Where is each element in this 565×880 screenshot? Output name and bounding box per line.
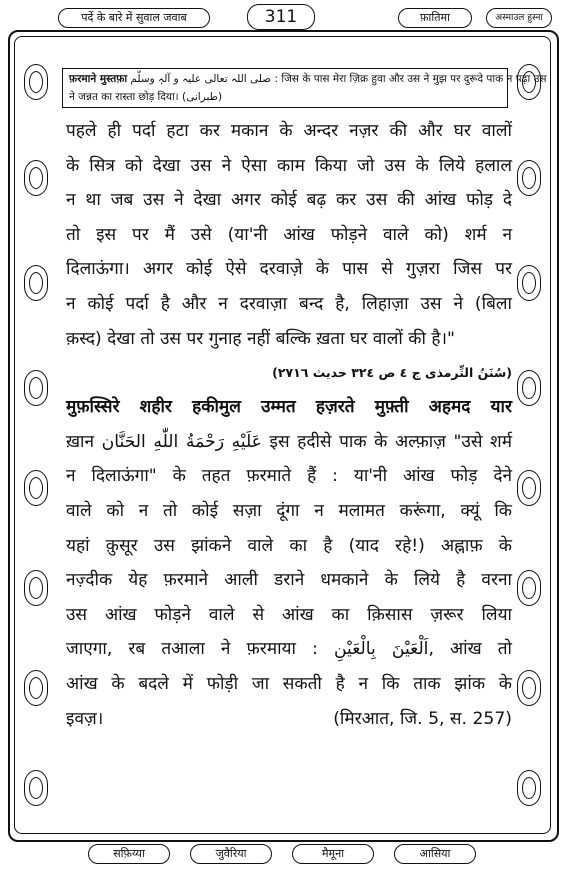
ornament-icon — [24, 265, 48, 301]
ornament-icon — [24, 64, 48, 100]
ornament-icon — [24, 770, 48, 806]
header-chapter-label: पर्दे के बारे में सुवाल जवाब — [58, 8, 210, 28]
main-text — [66, 114, 512, 736]
reference-citation: (سُنَنُ التِّرمذی ج ٤ ص ٣٢٤ حدیث ٢٧١٦) — [272, 365, 512, 381]
text-line: दिलाऊंगा। अगर कोई ऐसे दरवाज़े के पास से गुज़रा जिस पर — [66, 259, 512, 280]
ornament-icon — [24, 160, 48, 196]
ornament-icon — [517, 370, 541, 406]
ornament-icon — [24, 670, 48, 706]
text-line: के सित्र को देखा उस ने ऐसा काम किया जो उस के लिये हलाल — [66, 155, 512, 176]
footer-tab-3: मैमूना — [292, 844, 374, 864]
footer-tab-2: जुवैरिया — [190, 844, 272, 864]
text-line: ख़ान عَلَيْهِ رَحْمَةُ اللّٰهِ الحَنَّان इस हदीसे पाक के अल्फ़ाज़ "उसे शर्म — [66, 431, 513, 452]
hadith-line-2: ने जन्नत का रास्ता छोड़ दिया। (طبرانی) — [69, 91, 223, 103]
text-line: न दिलाऊंगा" के तहत फ़रमाते हैं : या'नी आंख फोड़ देने — [66, 466, 512, 487]
text-line: पहले ही पर्दा हटा कर मकान के अन्दर नज़र की और घर वालों — [66, 121, 512, 141]
ornament-icon — [517, 770, 541, 806]
text-line: न था जब उस ने देखा अगर कोई बढ़ कर उस की आंख फोड़ दे — [66, 190, 512, 211]
header-corner-label: अस्माउल हुस्ना — [486, 8, 552, 28]
ornament-icon — [517, 470, 541, 506]
hadith-line-1: صلی اللہ تعالی علیہ و آلہٖ وسلّم : जिस के पास मेरा ज़िक्र हुवा और उस ने मुझ पर दुरूदे पाक न पढ़ा उस — [130, 73, 547, 85]
text-line: वाले को न तो कोई सज़ा दूंगा न मलामत करूंगा, क्यूं कि — [66, 500, 512, 521]
ornament-icon — [24, 570, 48, 606]
hadith-title: फ़रमाने मुस्तफ़ा — [69, 73, 128, 85]
text-line: नज़्दीक येह फ़रमाने आली डराने धमकाने के लिये है वरना — [66, 570, 512, 591]
header-name-label: फ़ातिमा — [398, 8, 472, 28]
page-footer — [0, 838, 565, 880]
last-line-text: इवज़। — [66, 708, 104, 729]
reference-mirat: (मिरआत, जि. 5, स. 257) — [333, 708, 512, 729]
ornament-icon — [24, 470, 48, 506]
page-header — [0, 0, 565, 32]
ornament-icon — [24, 370, 48, 406]
text-line-last — [66, 702, 512, 737]
ornament-icon — [517, 670, 541, 706]
footer-tab-1: सफ़िय्या — [88, 844, 170, 864]
text-line: यहां क़ुसूर उस झांकने वाले का है (याद रहे!) अह्नाफ़ के — [66, 535, 512, 556]
text-line: मुफ़स्सिरे शहीर हकीमुल उम्मत हज़रते मुफ़्ती अहमद यार — [66, 397, 512, 418]
text-line: न कोई पर्दा है और न दरवाज़ा बन्द है, लिहाज़ा उस ने (बिला — [66, 293, 512, 314]
page-number: 311 — [247, 4, 315, 30]
ornament-icon — [517, 265, 541, 301]
text-line: क़स्द) देखा तो उस पर गुनाह नहीं बल्कि ख़ता घर वालों की है।" — [66, 328, 455, 349]
ornament-icon — [517, 160, 541, 196]
ornament-icon — [517, 570, 541, 606]
hadith-box — [62, 68, 547, 108]
text-line: तो इस पर मैं उसे (या'नी आंख फोड़ने वाले को) शर्म न — [66, 224, 512, 245]
footer-tab-4: आसिया — [394, 844, 476, 864]
text-line: उस आंख फोड़ने वाले से आंख का क़िसास ज़रूर लिया — [66, 604, 512, 625]
text-line: आंख के बदले में फोड़ी जा सकती है न कि ताक झांक के — [66, 673, 512, 694]
text-line: जाएगा, रब तआला ने फ़रमाया : اَلْعَيْنَ بِالْعَيْنِ, आंख तो — [66, 639, 513, 660]
